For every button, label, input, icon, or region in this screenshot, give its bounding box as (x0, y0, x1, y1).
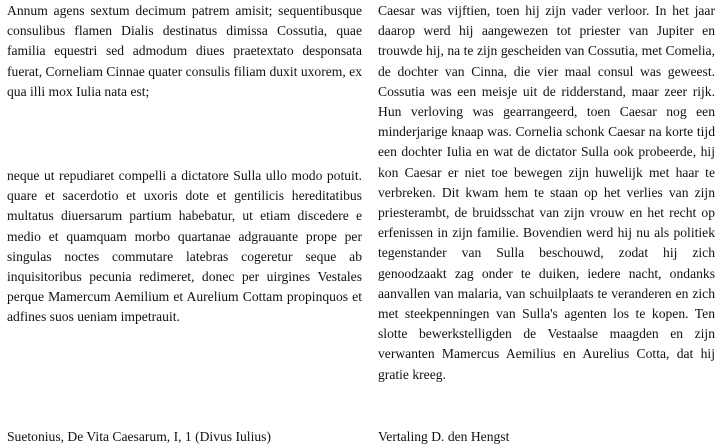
latin-column (7, 1, 362, 328)
latin-paragraph-1: Annum agens sextum decimum patrem amisit; sequentibusque consulibus flamen Dialis destinatus dimissa Cossutia, quae familia equestri sed admodum diues praetextato desponsata fuerat, Corneliam Cinnae quater consulis filiam duxit uxorem, ex qua illi mox Iulia nata est; (7, 3, 362, 99)
dutch-translation-paragraph: Caesar was vijftien, toen hij zijn vader verloor. In het jaar daarop werd hij aangewezen tot priester van Jupiter en trouwde hij, na te zijn gescheiden van Cossutia, met Comelia, de dochter van Cinna, die vier maal consul was geweest. Cossutia was een meisje uit de ridderstand, maar zeer rijk. Hun verloving was gearrangeerd, toen Caesar nog een minderjarige knaap was. Cornelia schonk Caesar na korte tijd een dochter Iulia en wat de dictator Sulla ook probeerde, hij kon Caesar er niet toe bewegen zijn huwelijk met haar te verbreken. Dit kwam hem te staan op het verlies van zijn priesterambt, de bruidsschat van zijn vrouw en het recht op erfenissen in zijn familie. Bovendien werd hij nu als politiek tegenstander van Sulla beschouwd, zodat hij zich genoodzaakt zag onder te duiken, iedere nacht, ondanks aanvallen van malaria, van schuilplaats te veranderen en zich met steekpenningen van Sulla's agenten los te kopen. Ten slotte bewerkstelligden de Vestaalse maagden en zijn verwanten Mamercus Aemilius en Aurelius Cotta, dat hij gratie kreeg. (378, 3, 715, 382)
latin-paragraph-2: neque ut repudiaret compelli a dictatore Sulla ullo modo potuit. quare et sacerdotio et uxoris dote et gentilicis hereditatibus multatus diuersarum partium habebatur, ut etiam discedere e medio et quamquam morbo quartanae adgrauante prope per singulas noctes commutare latebras cogeretur seque ab inquisitoribus pecunia redimeret, donec per uirgines Vestales perque Mamercum Aemilium et Aurelium Cottam propinquos et adfines suos ueniam impetrauit. (7, 168, 362, 325)
paragraph-gap (7, 102, 362, 166)
latin-source-citation: Suetonius, De Vita Caesarum, I, 1 (Divus Iulius) (7, 429, 271, 444)
translator-credit: Vertaling D. den Hengst (378, 429, 510, 444)
dutch-column (378, 1, 715, 385)
